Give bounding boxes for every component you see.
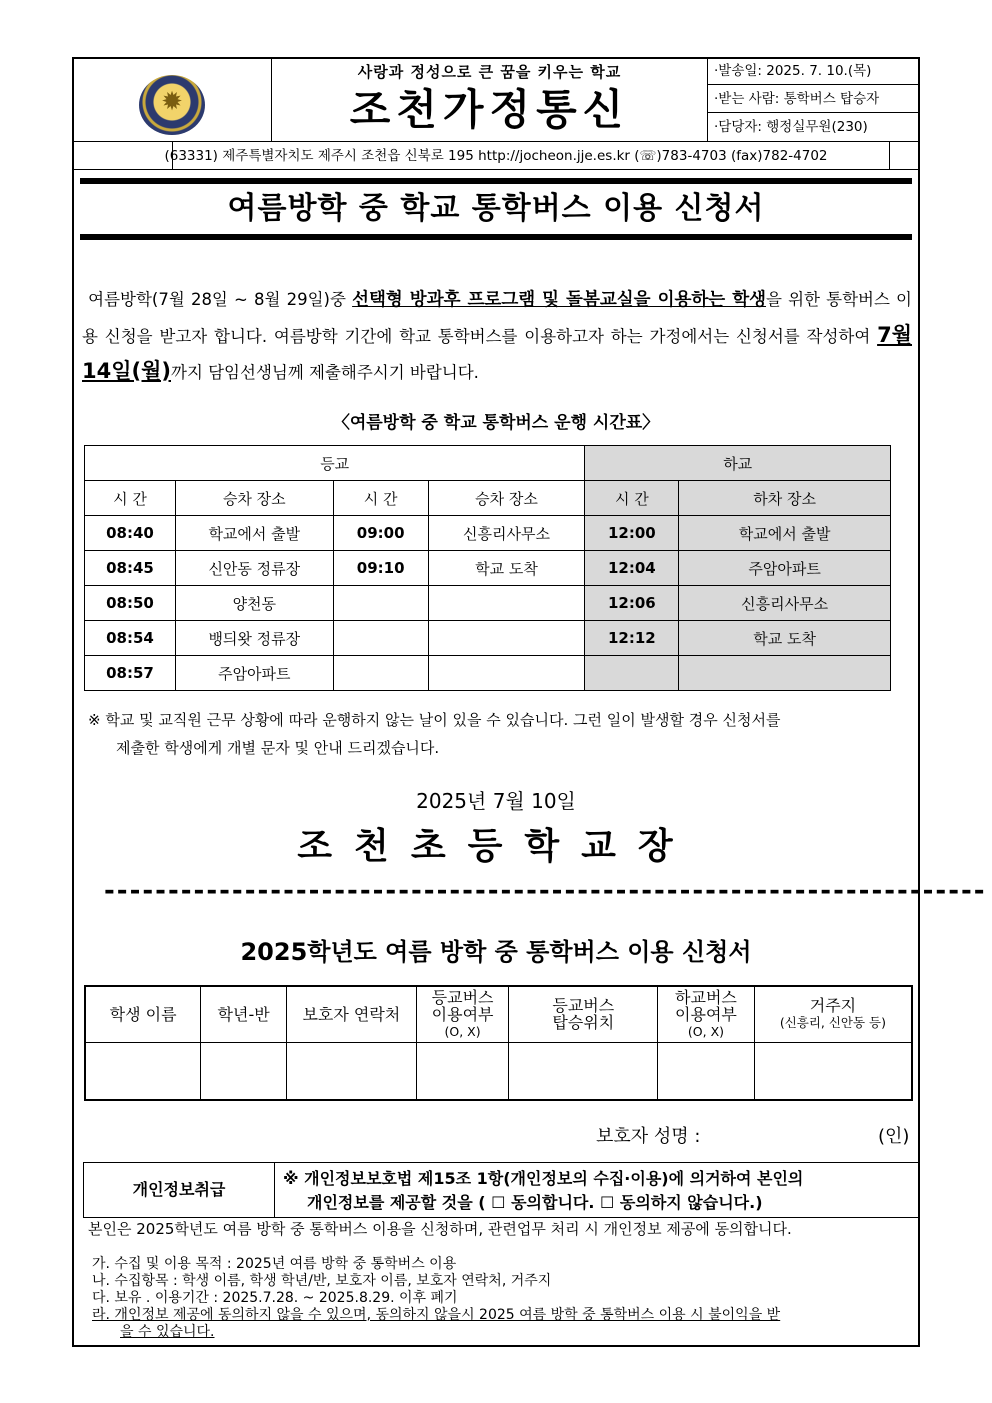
disagree-label: 동의하지 않습니다.) xyxy=(614,1193,763,1212)
cell-time: 12:04 xyxy=(585,551,679,586)
col-alight: 하차 장소 xyxy=(679,481,891,516)
bus-schedule-table xyxy=(84,445,891,691)
privacy-line-2-text: 개인정보를 제공할 것을 ( xyxy=(307,1193,492,1212)
col-return-bus-use-l3: (O, X) xyxy=(687,1023,725,1039)
cell-place: 신흥리사무소 xyxy=(428,516,585,551)
privacy-item: 다. 보유 . 이용기간 : 2025.7.28. ~ 2025.8.29. 이후 폐기 xyxy=(92,1290,458,1306)
cell-place: 신흥리사무소 xyxy=(679,586,891,621)
student-name-field[interactable] xyxy=(85,1042,201,1100)
col-time: 시 간 xyxy=(585,481,679,516)
cell-place xyxy=(428,656,585,691)
col-residence-l2: (신흥리, 신안동 등) xyxy=(779,1015,887,1031)
cell-time: 08:45 xyxy=(85,551,176,586)
cell-time: 08:57 xyxy=(85,656,176,691)
cell-time xyxy=(333,586,428,621)
privacy-item: 가. 수집 및 이용 목적 : 2025년 여름 방학 중 통학버스 이용 xyxy=(92,1256,457,1272)
newsletter-title: 조천가정통신 xyxy=(349,85,630,134)
cell-time: 09:10 xyxy=(333,551,428,586)
form-title: 2025학년도 여름 방학 중 통학버스 이용 신청서 xyxy=(240,938,752,966)
privacy-item: 을 수 있습니다. xyxy=(120,1324,215,1340)
cell-place: 학교 도착 xyxy=(428,551,585,586)
privacy-items xyxy=(92,1256,914,1341)
col-residence-l1: 거주지 xyxy=(809,996,857,1016)
cell-place: 학교에서 출발 xyxy=(175,516,333,551)
school-motto: 사랑과 정성으로 큰 꿈을 키우는 학교 xyxy=(357,63,622,81)
intro-part-3: 까지 담임선생님께 제출해주시기 바랍니다. xyxy=(171,363,479,382)
address-bar xyxy=(72,141,920,170)
col-student-name: 학생 이름 xyxy=(85,986,201,1042)
intro-deadline: 7월 14일(월) xyxy=(82,323,912,383)
note-line-2: 제출한 학생에게 개별 문자 및 안내 드리겠습니다. xyxy=(116,739,440,757)
issue-date: 2025년 7월 10일 xyxy=(416,789,576,813)
recipient: ·받는 사람: 통학버스 탑승자 xyxy=(708,85,920,113)
seal-mark: (인) xyxy=(878,1126,910,1147)
cell-place: 뱅듸왓 정류장 xyxy=(175,621,333,656)
go-bus-use-field[interactable] xyxy=(416,1042,509,1100)
header-go: 등교 xyxy=(85,446,585,481)
privacy-line-1: ※ 개인정보보호법 제15조 1항(개인정보의 수집·이용)에 의거하여 본인의 xyxy=(283,1169,804,1188)
col-go-bus-use-l1: 등교버스 xyxy=(431,987,494,1007)
cell-time: 12:00 xyxy=(585,516,679,551)
form-entry-row xyxy=(85,1042,912,1100)
title-banner xyxy=(80,178,912,240)
schedule-column-header xyxy=(85,481,891,516)
application-form-table xyxy=(84,985,913,1101)
table-row xyxy=(85,516,891,551)
col-go-bus-use-l3: (O, X) xyxy=(444,1023,481,1039)
table-row xyxy=(85,656,891,691)
guardian-contact-field[interactable] xyxy=(287,1042,417,1100)
col-board: 승차 장소 xyxy=(175,481,333,516)
col-return-bus-use-l1: 하교버스 xyxy=(675,987,737,1007)
school-address: (63331) 제주특별자치도 제주시 조천읍 신북로 195 http://jocheon.jje.es.kr (☏)783-4703 (fax)782-4702 xyxy=(164,148,828,164)
intro-part-1: 여름방학(7월 28일 ~ 8월 29일)중 xyxy=(88,290,353,309)
newsletter-header xyxy=(72,57,920,141)
cell-place xyxy=(428,621,585,656)
cell-place: 신안동 정류장 xyxy=(175,551,333,586)
col-residence xyxy=(754,986,912,1042)
cell-time: 12:06 xyxy=(585,586,679,621)
table-row xyxy=(85,621,891,656)
document-title: 여름방학 중 학교 통학버스 이용 신청서 xyxy=(227,191,765,226)
col-go-bus-use-l2: 이용여부 xyxy=(431,1004,494,1024)
cell-time xyxy=(585,656,679,691)
privacy-item: 나. 수집항목 : 학생 이름, 학생 학년/반, 보호자 이름, 보호자 연락처, 거주지 xyxy=(92,1273,552,1289)
return-bus-use-field[interactable] xyxy=(658,1042,755,1100)
title-cell xyxy=(272,57,708,141)
col-go-bus-location-l2: 탑승위치 xyxy=(552,1013,615,1033)
col-guardian-contact: 보호자 연락처 xyxy=(287,986,417,1042)
cell-place: 주암아파트 xyxy=(175,656,333,691)
cell-place: 주암아파트 xyxy=(679,551,891,586)
privacy-statement xyxy=(283,1167,915,1215)
guardian-signature-label: 보호자 성명 : xyxy=(596,1126,701,1147)
cell-place: 양천동 xyxy=(175,586,333,621)
privacy-line-2 xyxy=(283,1191,915,1215)
consent-statement: 본인은 2025학년도 여름 방학 중 통학버스 이용을 신청하며, 관련업무 처리 시 개인정보 제공에 동의합니다. xyxy=(88,1220,792,1238)
cell-place: 학교에서 출발 xyxy=(679,516,891,551)
schedule-group-header xyxy=(85,446,891,481)
col-return-bus-use xyxy=(658,986,755,1042)
header-return: 하교 xyxy=(585,446,891,481)
cell-time: 08:50 xyxy=(85,586,176,621)
principal-signature: 조천초등학교장 xyxy=(297,826,695,867)
page-frame xyxy=(72,57,987,1347)
agree-checkbox[interactable]: ☐ xyxy=(491,1193,506,1212)
cut-line: --------------------------------------------------------------------- xyxy=(104,876,987,906)
cell-time: 08:40 xyxy=(85,516,176,551)
go-bus-location-field[interactable] xyxy=(509,1042,658,1100)
col-go-bus-location xyxy=(509,986,658,1042)
col-go-bus-location-l1: 등교버스 xyxy=(552,996,615,1016)
col-time: 시 간 xyxy=(333,481,428,516)
note-line-1: ※ 학교 및 교직원 근무 상황에 따라 운행하지 않는 날이 있을 수 있습니다. 그런 일이 발생할 경우 신청서를 xyxy=(88,711,781,729)
cell-place xyxy=(428,586,585,621)
col-grade-class: 학년-반 xyxy=(201,986,287,1042)
cell-time xyxy=(333,656,428,691)
intro-target-students: 선택형 방과후 프로그램 및 돌봄교실을 이용하는 학생 xyxy=(352,290,767,310)
grade-class-field[interactable] xyxy=(201,1042,287,1100)
residence-field[interactable] xyxy=(754,1042,912,1100)
cell-time xyxy=(333,621,428,656)
school-emblem-icon: ✹ xyxy=(139,75,205,135)
logo-cell xyxy=(72,57,272,141)
cell-place xyxy=(679,656,891,691)
privacy-label: 개인정보취급 xyxy=(83,1163,275,1218)
col-go-bus-use xyxy=(416,986,509,1042)
form-header-row xyxy=(85,986,912,1042)
table-row xyxy=(85,586,891,621)
col-time: 시 간 xyxy=(85,481,176,516)
cell-place: 학교 도착 xyxy=(679,621,891,656)
privacy-section xyxy=(83,1162,919,1218)
cell-time: 12:12 xyxy=(585,621,679,656)
send-date: ·발송일: 2025. 7. 10.(목) xyxy=(708,57,920,85)
cell-time: 08:54 xyxy=(85,621,176,656)
intro-part-2: 을 위한 통학버스 이용 신청을 받고자 합니다. 여름방학 기간에 학교 통학버스를 이용하고자 하는 가정에서는 신청서를 작성하여 xyxy=(82,290,912,346)
contact-person: ·담당자: 행정실무원(230) xyxy=(714,119,868,135)
privacy-item: 라. 개인정보 제공에 동의하지 않을 수 있으며, 동의하지 않을시 2025 여름 방학 중 통학버스 이용 시 불이익을 받 xyxy=(92,1307,781,1323)
col-return-bus-use-l2: 이용여부 xyxy=(675,1004,737,1024)
cell-time: 09:00 xyxy=(333,516,428,551)
info-cell xyxy=(708,57,920,141)
disagree-checkbox[interactable]: ☐ xyxy=(600,1193,615,1212)
schedule-title: 〈여름방학 중 학교 통학버스 운행 시간표〉 xyxy=(332,413,660,433)
agree-label: 동의합니다. xyxy=(505,1193,600,1212)
intro-paragraph xyxy=(82,282,912,390)
table-row xyxy=(85,551,891,586)
col-board: 승차 장소 xyxy=(428,481,585,516)
schedule-note xyxy=(88,706,914,762)
title-banner-inner xyxy=(80,184,912,234)
